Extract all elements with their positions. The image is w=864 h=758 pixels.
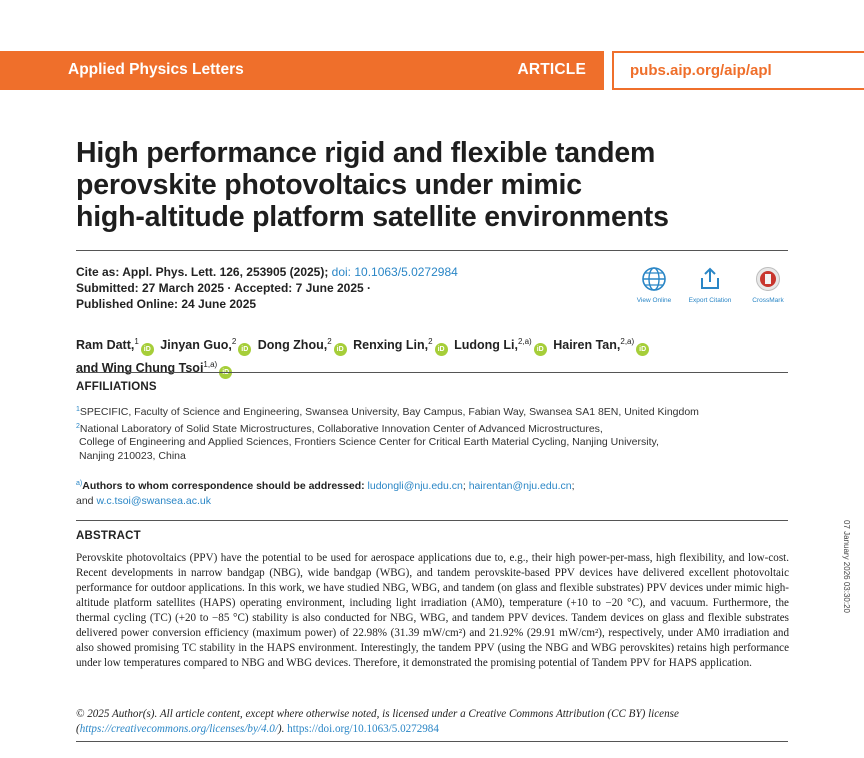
- abstract-heading: ABSTRACT: [76, 530, 141, 542]
- author-affil-sup: 2: [231, 337, 237, 346]
- affiliation-item: $^2$National Laboratory of Solid State Microstructures, Collaborative Innovation Center of Advanced Microstructures,: [76, 422, 603, 435]
- cite-pages: , 253905 (2025);: [239, 265, 332, 279]
- affiliations-list: [76, 403, 786, 463]
- download-timestamp: 07 January 2026 03:30:20: [842, 520, 851, 613]
- divider: [76, 372, 788, 373]
- author-affil-sup: 1,a): [203, 360, 218, 369]
- journal-url-box[interactable]: [612, 51, 864, 90]
- abstract-text: Perovskite photovoltaics (PPV) have the potential to be used for aerospace applications due to, e.g., their high power-per-mass, high flexibility, and low-cost. Recent developments in narrow bandgap (NBG), wide bandgap (WBG), and tandem perovskite-based PPV devices have delivered excellent photovoltaic performance for outdoor applications. In this work, we have studied NBG, WBG, and tandem (on glass and flexible substrates) PPV devices under mimic high-altitude platform satellites (HAPS) operating environment, including light irradiation (AM0), temperature (+10 to −20 °C), and vacuum. Furthermore, the thermal cycling (TC) (+20 to −85 °C) stability is also conducted for NBG, WBG, and tandem PPV devices. Tandem devices on glass and flexible substrates delivered power conversion efficiency (maximum power) of 22.98% (31.39 mW/cm²) and 21.92% (29.91 mW/cm²), respectively, under AM0 irradiation and also showed promising TC stability in the HAPS environment. Interestingly, the tandem PPV (using the NBG and WBG perovskites) retains high performance under low temperatures compared to NBG and WBG devices. Therefore, it demonstrated the promising potential of Tandem PPV for HAPS application.: [76, 552, 789, 669]
- article-tools: [624, 266, 794, 310]
- divider: [76, 741, 788, 742]
- author-name[interactable]: Ram Datt,: [76, 338, 135, 352]
- export-icon: [697, 266, 723, 292]
- article-type-label: ARTICLE: [517, 61, 586, 78]
- orcid-icon[interactable]: iD: [219, 366, 232, 379]
- crossmark-button[interactable]: [738, 266, 798, 304]
- affiliations-heading: AFFILIATIONS: [76, 381, 157, 393]
- divider: [76, 520, 788, 521]
- cite-prefix: Cite as: Appl. Phys. Lett.: [76, 265, 220, 279]
- title-line: high-altitude platform satellite environments: [76, 201, 669, 233]
- author-name[interactable]: Renxing Lin,: [353, 338, 429, 352]
- orcid-icon[interactable]: iD: [334, 343, 347, 356]
- export-citation-label: Export Citation: [688, 297, 732, 304]
- author-affil-sup: 2: [428, 337, 433, 346]
- doi-url-link[interactable]: https://doi.org/10.1063/5.0272984: [287, 723, 439, 735]
- title-line: perovskite photovoltaics under mimic: [76, 169, 582, 201]
- journal-name[interactable]: Applied Physics Letters: [68, 61, 244, 78]
- author-affil-sup: 1: [134, 337, 139, 346]
- email-link[interactable]: w.c.tsoi@swansea.ac.uk: [96, 495, 211, 507]
- view-online-label: View Online: [636, 297, 672, 304]
- orcid-icon[interactable]: iD: [238, 343, 251, 356]
- citation-block: [76, 264, 576, 312]
- orcid-icon[interactable]: iD: [435, 343, 448, 356]
- doi-link[interactable]: doi: 10.1063/5.0272984: [331, 265, 458, 279]
- author-name[interactable]: Ludong Li,: [454, 338, 518, 352]
- submitted-dates: Submitted: 27 March 2025 · Accepted: 7 June 2025 ·: [76, 281, 371, 295]
- author-name[interactable]: and Wing Chung Tsoi: [76, 361, 204, 375]
- paper-title: [76, 137, 796, 233]
- journal-url-link[interactable]: pubs.aip.org/aip/apl: [630, 62, 772, 79]
- affiliation-item: Nanjing 210023, China: [79, 449, 186, 462]
- license-text: © 2025 Author(s). All article content, except where otherwise noted, is licensed under a Creative Commons Attribution (CC BY) license (https://creativecommons.org/licenses/by/4.0/). https://doi.org/10.1063/5.0272984: [76, 708, 679, 735]
- email-link[interactable]: hairentan@nju.edu.cn: [468, 480, 572, 492]
- license-link[interactable]: https://creativecommons.org/licenses/by/4.0/: [79, 723, 278, 735]
- orcid-icon[interactable]: iD: [141, 343, 154, 356]
- author-name[interactable]: Dong Zhou,: [257, 338, 328, 352]
- orcid-icon[interactable]: iD: [534, 343, 547, 356]
- affiliation-item: College of Engineering and Applied Sciences, Frontiers Science Center for Critical Earth Material Cycling, Nanjing University,: [79, 436, 659, 448]
- email-link[interactable]: ludongli@nju.edu.cn: [367, 480, 463, 492]
- cite-volume: 126: [219, 265, 240, 279]
- correspondence-label: Authors to whom correspondence should be addressed:: [82, 480, 368, 492]
- globe-icon: [641, 266, 667, 292]
- orcid-icon[interactable]: iD: [636, 343, 649, 356]
- crossmark-label: CrossMark: [752, 297, 784, 304]
- author-name[interactable]: Hairen Tan,: [553, 338, 621, 352]
- author-affil-sup: 2,a): [620, 337, 635, 346]
- correspondence-note: $^{a)}$Authors to whom correspondence should be addressed: ludongli@nju.edu.cn; hairentan@nju.edu.cn; and w.c.tsoi@swansea.ac.uk: [76, 480, 575, 507]
- author-name[interactable]: Jinyan Guo,: [160, 338, 232, 352]
- journal-header-bar: [0, 51, 604, 90]
- affiliation-item: $^1$SPECIFIC, Faculty of Science and Engineering, Swansea University, Bay Campus, Fabian Way, Swansea SA1 8EN, United Kingdom: [76, 406, 699, 418]
- export-citation-button[interactable]: [680, 266, 740, 304]
- published-date: Published Online: 24 June 2025: [76, 297, 257, 311]
- author-affil-sup: 2: [327, 337, 332, 346]
- author-affil-sup: 2,a): [517, 337, 532, 346]
- crossmark-icon: [755, 266, 781, 292]
- title-line: High performance rigid and flexible tandem: [76, 137, 656, 169]
- view-online-button[interactable]: [624, 266, 684, 304]
- divider: [76, 250, 788, 251]
